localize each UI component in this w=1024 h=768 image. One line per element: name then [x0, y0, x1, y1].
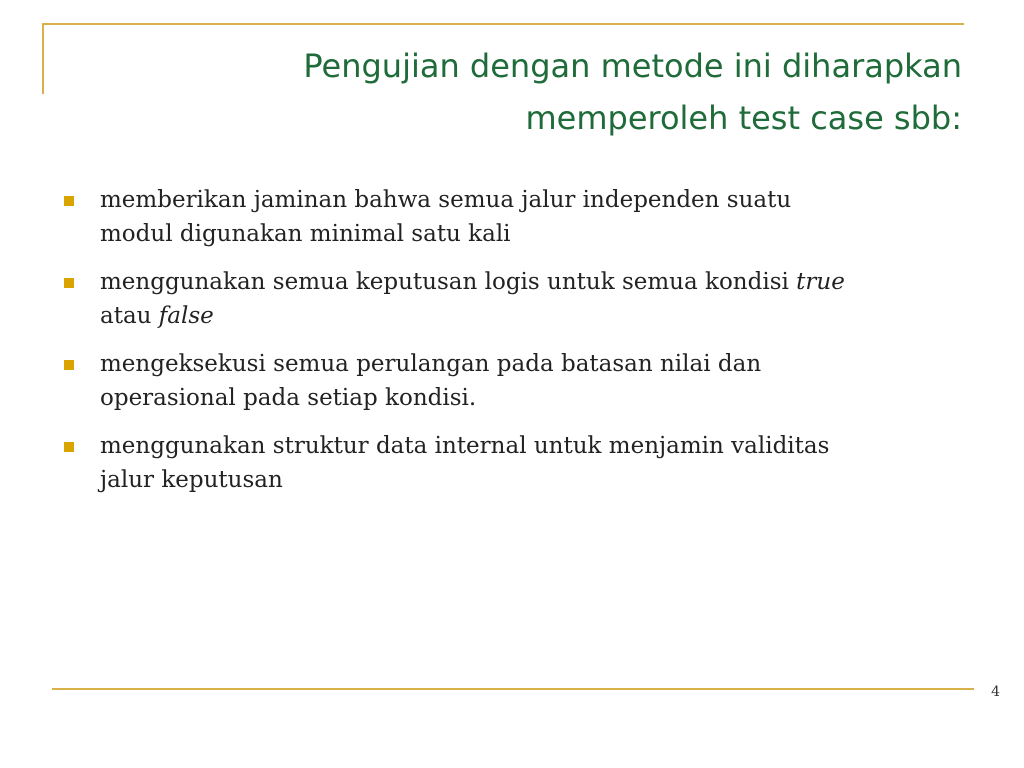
slide-title-line-1: Pengujian dengan metode ini diharapkan — [303, 47, 962, 85]
bullet-text-line: menggunakan struktur data internal untuk menjamin validitas — [100, 433, 830, 459]
top-frame-line — [42, 23, 964, 25]
bullet-list — [64, 183, 964, 511]
slide-title — [162, 40, 962, 144]
bullet-item — [64, 429, 964, 497]
square-bullet-icon — [64, 360, 74, 370]
slide-title-line-2: memperoleh test case sbb: — [525, 99, 962, 137]
bullet-italic-term: false — [158, 303, 214, 329]
bullet-text-line — [100, 265, 964, 299]
square-bullet-icon — [64, 278, 74, 288]
bullet-italic-term: true — [796, 269, 845, 295]
bullet-item — [64, 183, 964, 251]
bullet-text-line: jalur keputusan — [100, 467, 283, 493]
left-frame-line — [42, 23, 44, 94]
square-bullet-icon — [64, 442, 74, 452]
bullet-text: menggunakan semua keputusan logis untuk semua kondisi — [100, 269, 797, 295]
bullet-text-line — [100, 299, 964, 333]
bullet-text-line: mengeksekusi semua perulangan pada batasan nilai dan — [100, 351, 762, 377]
bullet-item — [64, 265, 964, 333]
page-number: 4 — [991, 684, 1000, 700]
footer-rule — [52, 688, 974, 690]
bullet-text-line: memberikan jaminan bahwa semua jalur independen suatu — [100, 187, 792, 213]
bullet-text-line: operasional pada setiap kondisi. — [100, 385, 477, 411]
bullet-item — [64, 347, 964, 415]
square-bullet-icon — [64, 196, 74, 206]
bullet-text-line: modul digunakan minimal satu kali — [100, 221, 511, 247]
bullet-text: atau — [100, 303, 159, 329]
